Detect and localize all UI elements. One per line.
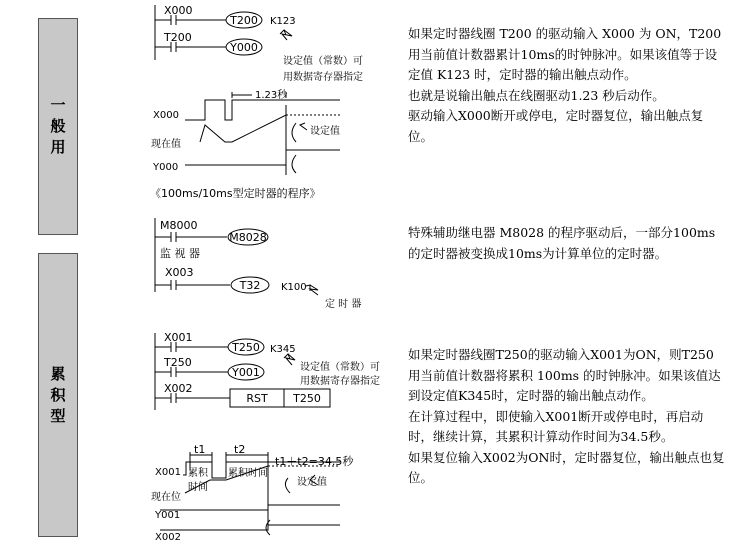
x001-contact-label: X001 [164,331,193,344]
timing2-y001-label: Y001 [155,510,181,521]
rst-instruction-label: RST [246,392,268,405]
accum1-label-b: 时间 [188,482,208,493]
timing1-x000-label: X000 [153,110,179,121]
paragraph: 在计算过程中，即使输入X001断开或停电时，再启动时，继续计算，其累积计算动作时间为34.5秒。 [408,408,704,444]
y000-coil-label: Y000 [230,41,258,54]
t250-contact-label: T250 [164,356,192,369]
x002-contact-label: X002 [164,382,193,395]
timing-diagram-2 [151,443,354,543]
timing2-setting-label: 设定值 [297,477,327,488]
t200-coil-label: T200 [230,14,258,27]
accum1-label-a: 累积 [188,468,208,479]
setting-note-3a: 设定值（常数）可 [300,362,380,373]
k345-label: K345 [270,344,296,355]
paragraph: 特殊辅助继电器 M8028 的程序驱动后，一部分100ms的定时器被变换成10ms为计算单位的定时器。 [408,225,716,261]
t32-coil-label: T32 [239,279,261,292]
t-sum-label: t1＋t2=34.5秒 [275,455,354,468]
description-m8028 [408,223,726,264]
paragraph: 如果定时器线圈 T200 的驱动输入 X000 为 ON，T200用当前值计数器累计10ms的时钟脉冲。如果该值等于设定值 K123 时，定时器的输出触点动作。 [408,26,722,82]
setting-note-1a: 设定值（常数）可 [283,56,363,67]
setting-note-3b: 用数据寄存器指定 [300,376,380,387]
accum2-label: 累积时间 [228,468,268,479]
t1-label: t1 [194,443,206,456]
monitor-label: 监 视 器 [160,247,200,260]
timer-label: 定 时 器 [325,299,362,310]
paragraph: 驱动输入X000断开或停电，定时器复位，输出触点复位。 [408,108,704,144]
timing2-x002-label: X002 [155,532,181,543]
timing-diagram-1 [151,88,340,175]
k100-label: K100 [281,282,307,293]
section-tab-general-label: 一 般 用 [50,96,66,156]
ladder-diagram-1 [155,4,363,83]
rst-argument-label: T250 [293,392,321,405]
paragraph: 如果定时器线圈T250的驱动输入X001为ON，则T250 用当前值计数器将累积 100ms 的时钟脉冲。如果该值达到设定值K345时，定时器的输出触点动作。 [408,347,721,403]
timing1-y000-label: Y000 [153,162,179,173]
t200-contact-label: T200 [164,31,192,44]
timing1-delay-label: 1.23秒 [255,90,288,101]
m8028-coil-label: M8028 [229,231,267,244]
section-tab-cumulative-label: 累 积 型 [50,364,66,425]
x003-contact-label: X003 [165,266,194,279]
timing1-current-label: 现在值 [151,139,181,150]
ladder-diagram-3 [155,331,380,410]
figure-caption: 《100ms/10ms型定时器的程序》 [150,187,321,200]
y001-coil-label: Y001 [232,366,260,379]
x000-contact-label: X000 [164,4,193,17]
timing2-x001-label: X001 [155,467,181,478]
k123-label: K123 [270,16,296,27]
t2-label: t2 [234,443,246,456]
ladder-diagram-2 [155,218,361,310]
timing2-current-label: 现在位 [151,492,181,503]
paragraph: 如果复位输入X002为ON时，定时器复位，输出触点也复位。 [408,449,725,485]
description-cumulative-timer [408,345,726,489]
m8000-contact-label: M8000 [160,219,198,232]
t250-coil-label: T250 [232,341,260,354]
timing1-setting-label: 设定值 [310,126,340,137]
setting-note-1b: 用数据寄存器指定 [283,72,363,83]
description-general-timer [408,24,726,147]
paragraph: 也就是说输出触点在线圈驱动1.23 秒后动作。 [408,87,665,103]
